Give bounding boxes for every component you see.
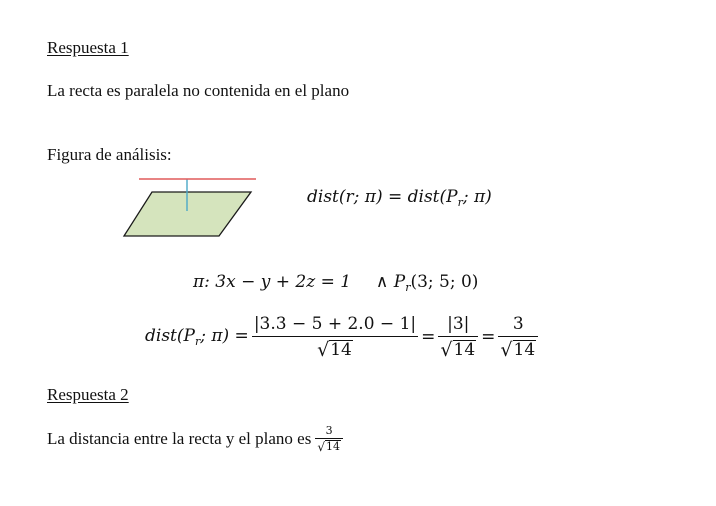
plane-and-point-formula bbox=[193, 272, 478, 294]
fraction3-denominator: 14 bbox=[513, 340, 536, 360]
dist-args-rhs-open: (P bbox=[439, 187, 458, 207]
answer2-statement-line bbox=[47, 424, 346, 454]
answer1-statement: La recta es paralela no contenida en el plano bbox=[47, 81, 350, 100]
equals-sign-1: = bbox=[421, 327, 436, 348]
equals-sign: = bbox=[387, 187, 403, 207]
dist-fn-rhs: dist bbox=[407, 187, 440, 207]
answer2-result-numerator: 3 bbox=[325, 424, 333, 437]
sqrt-14-a: √ 14 bbox=[317, 338, 352, 361]
dist-args-lhs: (r; π) bbox=[338, 187, 383, 207]
answer1-heading: Respuesta 1 bbox=[47, 38, 129, 57]
dist-fn-lhs: dist bbox=[307, 187, 339, 207]
answer2-heading: Respuesta 2 bbox=[47, 385, 129, 404]
point-label: P bbox=[393, 272, 406, 292]
and-symbol: ∧ bbox=[375, 272, 389, 292]
answer2-sqrt-14: √ 14 bbox=[317, 440, 340, 455]
sqrt-14-c: √ 14 bbox=[500, 338, 536, 361]
fraction1-denominator: 14 bbox=[330, 340, 352, 360]
computation-open: (P bbox=[176, 326, 195, 347]
distance-computation-formula bbox=[145, 314, 541, 361]
answer2-result-denominator: 14 bbox=[325, 440, 340, 453]
fraction-result bbox=[498, 314, 538, 361]
point-coordinates: (3; 5; 0) bbox=[410, 272, 479, 292]
fraction-full-expression bbox=[252, 314, 418, 361]
figure-caption: Figura de análisis: bbox=[47, 145, 172, 164]
answer2-result-fraction bbox=[315, 424, 343, 454]
point-label-subscript: r bbox=[405, 281, 411, 294]
analysis-figure bbox=[118, 170, 263, 242]
answer2-statement: La distancia entre la recta y el plano es bbox=[47, 429, 312, 449]
fraction2-numerator: |3| bbox=[447, 314, 470, 334]
point-subscript: r bbox=[457, 196, 463, 209]
plane-equation: π: 3x − y + 2z = 1 bbox=[193, 272, 352, 292]
fraction1-numerator: |3.3 − 5 + 2.0 − 1| bbox=[253, 314, 417, 334]
fraction2-denominator: 14 bbox=[453, 340, 476, 360]
fraction-abs-value bbox=[438, 314, 478, 361]
distance-relation-formula bbox=[307, 187, 492, 209]
equals-sign-2: = bbox=[481, 327, 496, 348]
computation-close: ; π) = bbox=[200, 326, 249, 347]
computation-subscript: r bbox=[194, 335, 201, 349]
fraction3-numerator: 3 bbox=[512, 314, 524, 334]
computation-dist-fn: dist bbox=[145, 326, 177, 347]
sqrt-14-b: √ 14 bbox=[440, 338, 476, 361]
dist-args-rhs-close: ; π) bbox=[462, 187, 492, 207]
